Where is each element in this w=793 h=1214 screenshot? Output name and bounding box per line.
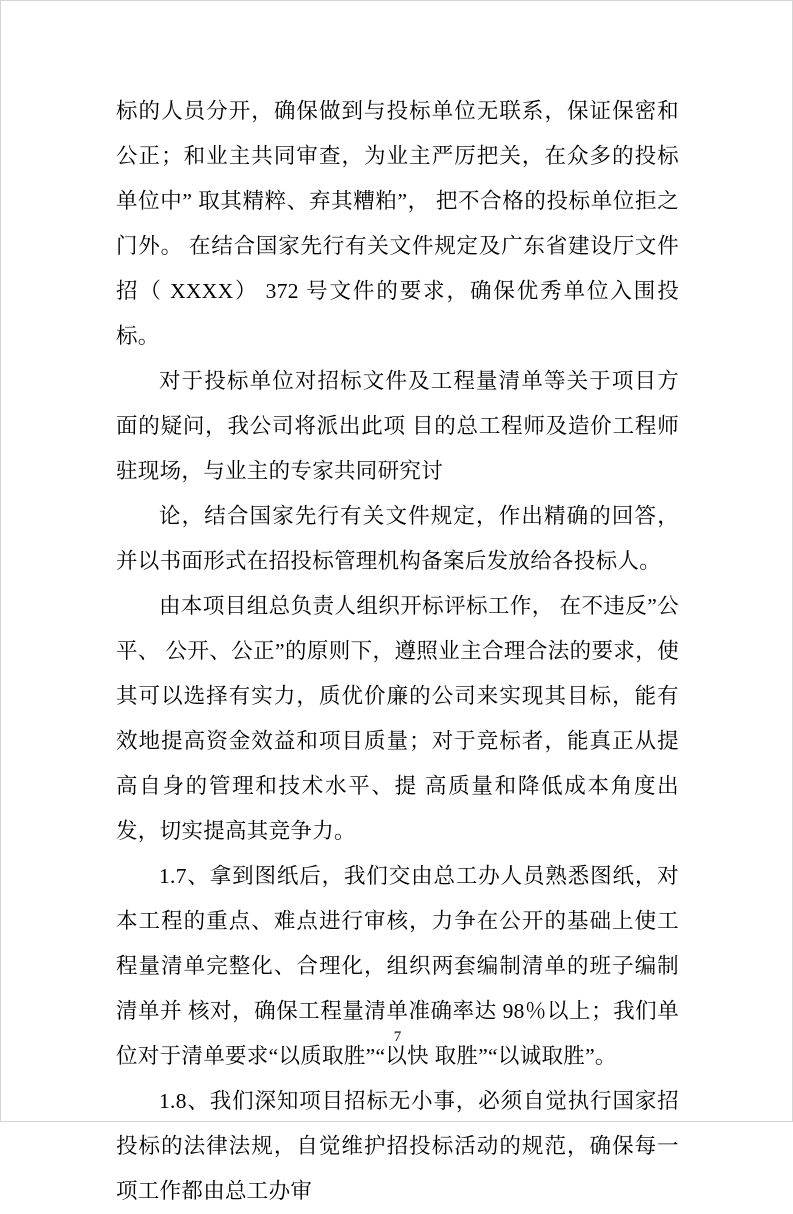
paragraph: 1.7、拿到图纸后，我们交由总工办人员熟悉图纸，对本工程的重点、难点进行审核，力争在公开的基础上使工程量清单完整化、合理化，组织两套编制清单的班子编制清单并 核对，确保工程量清单准确率达 98％以上；我们单位对于清单要求“以质取胜”“以快 取胜”“以诚取胜”。 <box>116 864 679 1068</box>
paragraph: 对于投标单位对招标文件及工程量清单等关于项目方面的疑问，我公司将派出此项 目的总工程师及造价工程师驻现场，与业主的专家共同研究讨 <box>116 369 679 483</box>
paragraph: 由本项目组总负责人组织开标评标工作， 在不违反”公平、 公开、公正”的原则下，遵照业主合理合法的要求，使其可以选择有实力，质优价廉的公司来实现其目标，能有 效地提高资金效益和项目质量；对于竞标者，能真正从提高自身的管理和技术水平、提 高质量和降低成本角度出发，切实提高其竞争力。 <box>116 594 685 843</box>
paragraph: 论，结合国家先行有关文件规定，作出精确的回答，并以书面形式在招投标管理机构备案后发放给各投标人。 <box>116 504 679 573</box>
paragraph: 标的人员分开，确保做到与投标单位无联系，保证保密和 公正；和业主共同审查，为业主严厉把关，在众多的投标单位中” 取其精粹、弃其糟粕”， 把不合格的投标单位拒之门外。 在结合国家先行有关文件规定及广东省建设厅文件招（ XXXX） 372 号文件的要求，确保优秀单位入围投标。 <box>116 99 685 348</box>
page-number: 7 <box>393 1029 402 1045</box>
paragraph: 1.8、我们深知项目招标无小事，必须自觉执行国家招投标的法律法规，自觉维护招投标活动的规范，确保每一项工作都由总工办审 <box>116 1089 679 1203</box>
